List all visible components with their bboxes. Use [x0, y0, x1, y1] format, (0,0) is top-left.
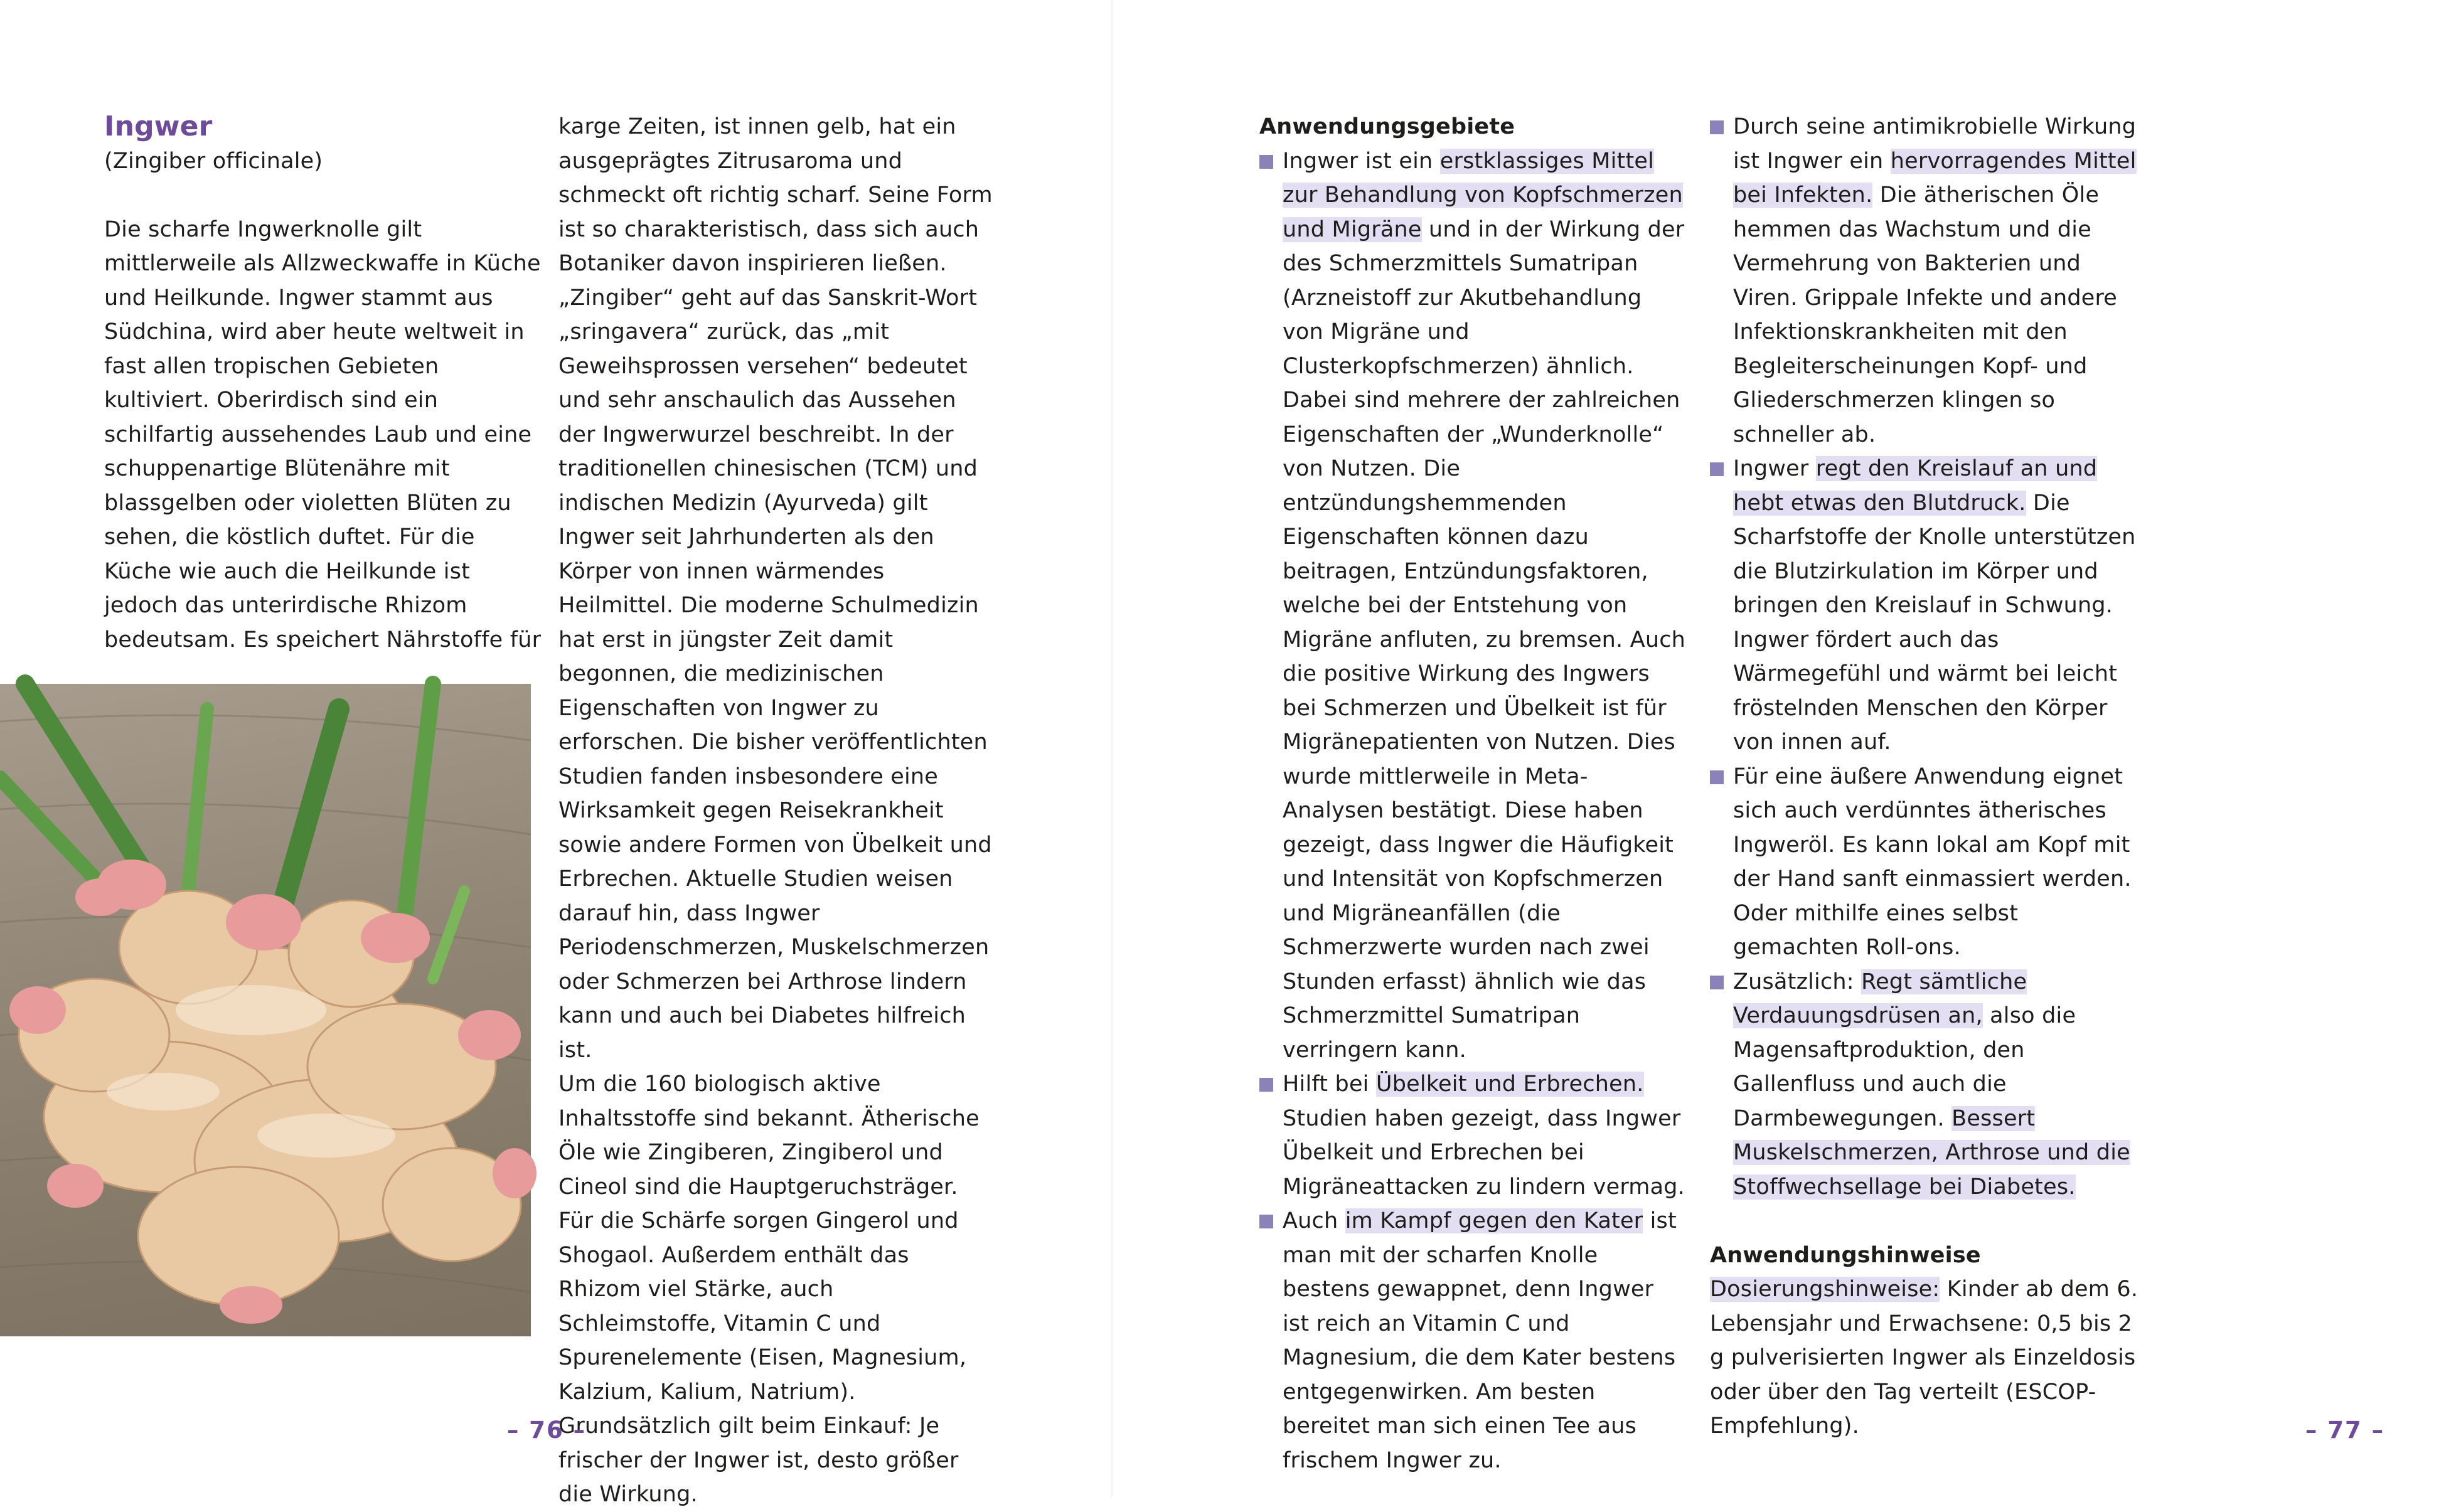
- square-bullet-icon: [1710, 462, 1724, 476]
- bullet-list-1: [1259, 144, 1686, 1478]
- list-item: Ingwer ist ein erstklassiges Mittel zur Behandlung von Kopfschmerzen und Migräne und in der Wirkung der des Schmerzmittels Sumatripan (Arzneistoff zur Akutbehandlung von Migräne und Clusterkopfschmerzen) ähnlich. Dabei sind mehrere der zahlreichen Eigenschaften der „Wunderknolle“ von Nutzen. Die entzündungshemmenden Eigenschaften können dazu beitragen, Entzündungsfaktoren, welche bei der Entstehung von Migräne anfluten, zu bremsen. Auch die positive Wirkung des Ingwers bei Schmerzen und Übelkeit ist für Migränepatienten von Nutzen. Dies wurde mittlerweile in Meta-Analysen bestätigt. Diese haben gezeigt, dass Ingwer die Häufigkeit und Intensität von Kopfschmerzen und Migräneanfällen (die Schmerzwerte wurden nach zwei Stunden erfasst) ähnlich wie das Schmerzmittel Sumatripan verringern kann.: [1259, 144, 1686, 1068]
- intro-paragraph: Die scharfe Ingwerknolle gilt mittlerweile als Allzweckwaffe in Küche und Heilkunde. Ingwer stammt aus Südchina, wird aber heute weltweit in fast allen tropischen Gebieten kultiviert. Oberirdisch sind ein schilfartig aussehendes Laub und eine schuppenartige Blütenähre mit blassgelben oder violetten Blüten zu sehen, die köstlich duftet. Für die Küche wie auch die Heilkunde ist jedoch das unterirdische Rhizom bedeutsam. Es speichert Nährstoffe für: [104, 216, 542, 652]
- right-column-2: [1710, 110, 2149, 1444]
- square-bullet-icon: [1259, 1078, 1273, 1092]
- page-title: Ingwer: [104, 110, 213, 142]
- left-column: [104, 110, 543, 657]
- body-paragraph-2: Um die 160 biologisch aktive Inhaltsstoffe sind bekannt. Ätherische Öle wie Zingiberen, Zingiberol und Cineol sind die Hauptgeruchsträger. Für die Schärfe sorgen Gingerol und Shogaol. Außerdem enthält das Rhizom viel Stärke, auch Schleimstoffe, Vitamin C und Spurenelemente (Eisen, Magnesium, Kalzium, Kalium, Natrium). Grundsätzlich gilt beim Einkauf: Je frischer der Ingwer ist, desto größer die Wirkung.: [558, 1072, 980, 1507]
- page-number-right: – 77 –: [2305, 1417, 2385, 1444]
- bullet-list-2: [1710, 110, 2149, 1204]
- left-page: [0, 0, 1111, 1507]
- highlight-text: regt den Kreislauf an und hebt etwas den Blutdruck.: [1733, 456, 2098, 516]
- highlight-text: im Kampf gegen den Kater: [1345, 1208, 1643, 1233]
- highlight-text: erstklassiges Mittel zur Behandlung von Kopfschmerzen und Migräne: [1283, 148, 1683, 242]
- botanical-name: (Zingiber officinale): [104, 148, 323, 174]
- section-heading-anwendungshinweise: Anwendungshinweise: [1710, 1242, 1981, 1268]
- list-item: Durch seine antimikrobielle Wirkung ist Ingwer ein hervorragendes Mittel bei Infekten. Die ätherischen Öle hemmen das Wachstum und die Vermehrung von Bakterien und Viren. Grippale Infekte und andere Infektionskrankheiten mit den Begleiterscheinungen Kopf- und Gliederschmerzen klingen so schneller ab.: [1710, 110, 2149, 452]
- list-item: Hilft bei Übelkeit und Erbrechen. Studien haben gezeigt, dass Ingwer Übelkeit und Erbrechen bei Migräneattacken zu lindern vermag.: [1259, 1067, 1686, 1204]
- list-item: Für eine äußere Anwendung eignet sich auch verdünntes ätherisches Ingweröl. Es kann lokal am Kopf mit der Hand sanft einmassiert werden. Oder mithilfe eines selbst gemachten Roll-ons.: [1710, 760, 2149, 965]
- dosage-paragraph: [1710, 1272, 2149, 1444]
- section-heading-anwendungsgebiete: Anwendungsgebiete: [1259, 114, 1515, 139]
- list-item: Ingwer regt den Kreislauf an und hebt etwas den Blutdruck. Die Scharfstoffe der Knolle unterstützen die Blutzirkulation im Körper und bringen den Kreislauf in Schwung. Ingwer fördert auch das Wärmegefühl und wärmt bei leicht fröstelnden Menschen den Körper von innen auf.: [1710, 452, 2149, 760]
- page-number-left: – 76 –: [506, 1417, 587, 1444]
- highlight-text: Bessert Muskelschmerzen, Arthrose und die Stoffwechsellage bei Diabetes.: [1733, 1105, 2130, 1200]
- square-bullet-icon: [1259, 1215, 1273, 1228]
- square-bullet-icon: [1710, 976, 1724, 989]
- list-item: Zusätzlich: Regt sämtliche Verdauungsdrüsen an, also die Magensaftproduktion, den Gallenfluss und auch die Darmbewegungen. Bessert Muskelschmerzen, Arthrose und die Stoffwechsellage bei Diabetes.: [1710, 965, 2149, 1205]
- left-column-2: [558, 110, 998, 1512]
- dosage-text: Kinder ab dem 6. Lebensjahr und Erwachsene: 0,5 bis 2 g pulverisierten Ingwer als Einzeldosis oder über den Tag verteilt (ESCOP-Empfehlung).: [1710, 1277, 2138, 1439]
- highlight-text: hervorragendes Mittel bei Infekten.: [1733, 148, 2137, 208]
- right-column-1: [1259, 110, 1686, 1477]
- square-bullet-icon: [1710, 120, 1724, 134]
- right-page: [1111, 0, 2385, 1497]
- highlight-text: Regt sämtliche Verdauungsdrüsen an,: [1733, 969, 2027, 1028]
- ginger-photo: [0, 684, 531, 1336]
- list-item: Auch im Kampf gegen den Kater ist man mit der scharfen Knolle bestens gewappnet, denn Ingwer ist reich an Vitamin C und Magnesium, die dem Kater bestens entgegenwirken. Am besten bereitet man sich einen Tee aus frischem Ingwer zu.: [1259, 1204, 1686, 1477]
- square-bullet-icon: [1259, 155, 1273, 169]
- square-bullet-icon: [1710, 770, 1724, 784]
- dosage-label: Dosierungshinweise:: [1710, 1277, 1940, 1302]
- highlight-text: Übelkeit und Erbrechen.: [1375, 1072, 1644, 1097]
- body-paragraph-1: karge Zeiten, ist innen gelb, hat ein ausgeprägtes Zitrusaroma und schmeckt oft richtig scharf. Seine Form ist so charakteristisch, dass sich auch Botaniker davon inspirieren ließen. „Zingiber“ geht auf das Sanskrit-Wort „sringavera“ zurück, das „mit Geweihsprossen versehen“ bedeutet und sehr anschaulich das Aussehen der Ingwerwurzel beschreibt. In der traditionellen chinesischen (TCM) und indischen Medizin (Ayurveda) gilt Ingwer seit Jahrhunderten als den Körper von innen wärmendes Heilmittel. Die moderne Schulmedizin hat erst in jüngster Zeit damit begonnen, die medizinischen Eigenschaften von Ingwer zu erforschen. Die bisher veröffentlichten Studien fanden insbesondere eine Wirksamkeit gegen Reisekrankheit sowie andere Formen von Übelkeit und Erbrechen. Aktuelle Studien weisen darauf hin, dass Ingwer Periodenschmerzen, Muskelschmerzen oder Schmerzen bei Arthrose lindern kann und auch bei Diabetes hilfreich ist.: [558, 114, 993, 1063]
